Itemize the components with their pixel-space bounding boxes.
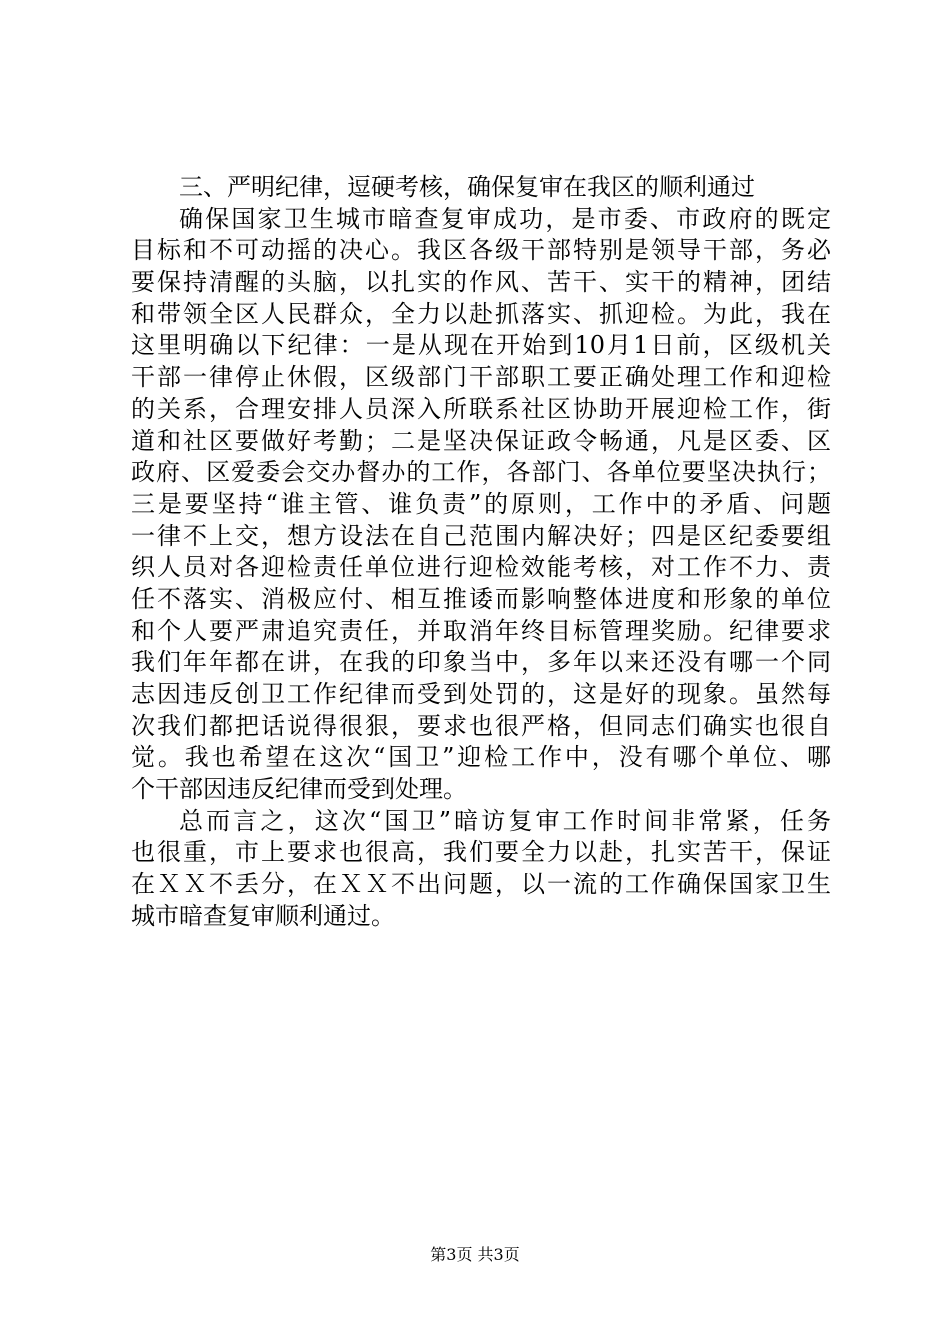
- document-body: [131, 172, 831, 933]
- paragraph-line: 觉。我也希望在这次“国卫”迎检工作中，没有哪个单位、哪: [131, 743, 831, 772]
- paragraph-1: [131, 204, 831, 806]
- paragraph-line: 个干部因违反纪律而受到处理。: [131, 775, 467, 804]
- paragraph-line: 一律不上交，想方设法在自己范围内解决好；四是区纪委要组: [131, 521, 831, 550]
- paragraph-line: 在ＸＸ不丢分，在ＸＸ不出问题，以一流的工作确保国家卫生: [131, 870, 831, 899]
- paragraph-line: 干部一律停止休假，区级部门干部职工要正确处理工作和迎检: [131, 363, 831, 392]
- paragraph-line: 三是要坚持“谁主管、谁负责”的原则，工作中的矛盾、问题: [131, 489, 831, 518]
- paragraph-line: 织人员对各迎检责任单位进行迎检效能考核，对工作不力、责: [131, 553, 831, 582]
- paragraph-line: 任不落实、消极应付、相互推诿而影响整体进度和形象的单位: [131, 584, 831, 613]
- paragraph-line: 要保持清醒的头脑，以扎实的作风、苦干、实干的精神，团结: [131, 268, 831, 297]
- paragraph-line: 次我们都把话说得很狠，要求也很严格，但同志们确实也很自: [131, 711, 831, 740]
- paragraph-line: 总而言之，这次“国卫”暗访复审工作时间非常紧，任务: [179, 806, 831, 835]
- section-heading: 三、严明纪律，逗硬考核，确保复审在我区的顺利通过: [179, 173, 755, 201]
- paragraph-line: 我们年年都在讲，在我的印象当中，多年以来还没有哪一个同: [131, 648, 831, 677]
- paragraph-line: 政府、区爱委会交办督办的工作，各部门、各单位要坚决执行；: [131, 458, 831, 487]
- paragraph-line: 的关系，合理安排人员深入所联系社区协助开展迎检工作，街: [131, 394, 831, 423]
- paragraph-line: 目标和不可动摇的决心。我区各级干部特别是领导干部，务必: [131, 236, 831, 265]
- paragraph-line: 和带领全区人民群众，全力以赴抓落实、抓迎检。为此，我在: [131, 299, 831, 328]
- paragraph-line: 志因违反创卫工作纪律而受到处罚的，这是好的现象。虽然每: [131, 680, 831, 708]
- page-number-footer: 第3页 共3页: [430, 1245, 520, 1264]
- paragraph-line: 道和社区要做好考勤；二是坚决保证政令畅通，凡是区委、区: [131, 426, 831, 455]
- paragraph-line: 城市暗查复审顺利通过。: [131, 901, 395, 930]
- paragraph-2: [131, 806, 831, 933]
- paragraph-line: 也很重，市上要求也很高，我们要全力以赴，扎实苦干，保证: [131, 838, 831, 867]
- paragraph-line: 和个人要严肃追究责任，并取消年终目标管理奖励。纪律要求: [131, 616, 831, 645]
- paragraph-line: 确保国家卫生城市暗查复审成功，是市委、市政府的既定: [179, 204, 831, 233]
- paragraph-line: 这里明确以下纪律：一是从现在开始到10月1日前，区级机关: [131, 331, 831, 360]
